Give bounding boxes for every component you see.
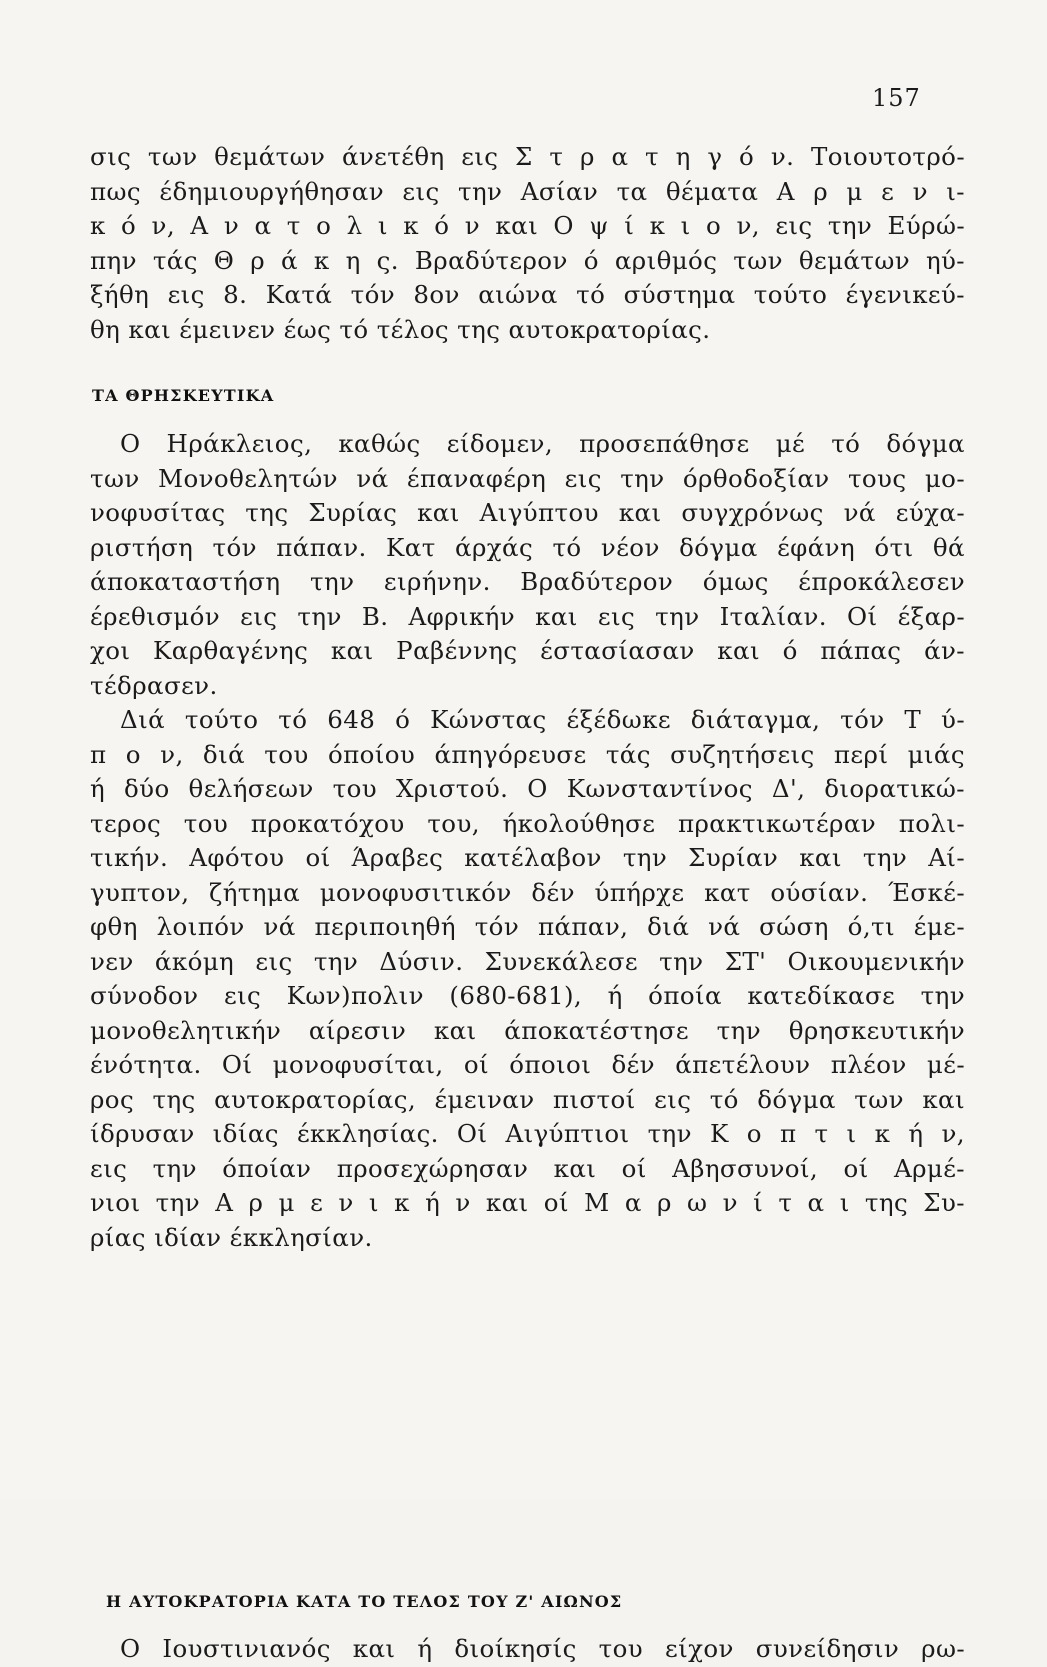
text-line: κ ό ν, Α ν α τ ο λ ι κ ό ν και Ο ψ ί κ ι ο ν, εις την Εύρώ- [90, 211, 965, 240]
paragraph-empire [90, 1632, 965, 1667]
section-heading-religious: ΤΑ ΘΡΗΣΚΕΥΤΙΚΑ [92, 386, 275, 405]
text-line: ή δύο θελήσεων του Χριστού. Ο Κωνσταντίνος Δ', διορατικώ- [90, 774, 965, 803]
text-line: θη και έμεινεν έως τό τέλος της αυτοκρατορίας. [90, 314, 711, 344]
text-line: τικήν. Αφότου οί Άραβες κατέλαβον την Συρίαν και την Αί- [90, 843, 965, 872]
text-line: νοφυσίτας της Συρίας και Αιγύπτου και συγχρόνως νά εύχα- [90, 498, 965, 527]
text-line: τερος του προκατόχου του, ήκολούθησε πρακτικωτέραν πολι- [90, 808, 965, 838]
text-line: άποκαταστήση την ειρήνην. Βραδύτερον όμως έπροκάλεσεν [90, 567, 965, 596]
text-line: Ο Ιουστινιανός και ή διοίκησίς του είχον συνείδησιν ρω- [120, 1634, 965, 1663]
text-line: γυπτον, ζήτημα μονοφυσιτικόν δέν ύπήρχε κατ ούσίαν. Έσκέ- [90, 877, 965, 907]
text-line: έρεθισμόν εις την Β. Αφρικήν και εις την Ιταλίαν. Οί έξαρ- [90, 601, 965, 631]
text-line: εις την όποίαν προσεχώρησαν και οί Αβησσυνοί, οί Αρμέ- [90, 1153, 965, 1183]
text-line: πην τάς Θ ρ ά κ η ς. Βραδύτερον ό αριθμός των θεμάτων ηύ- [90, 245, 965, 275]
text-line: ρίας ιδίαν έκκλησίαν. [90, 1222, 373, 1252]
paragraph-themes [90, 140, 965, 347]
text-line: τέδρασεν. [90, 670, 218, 700]
text-line: ίδρυσαν ιδίας έκκλησίας. Οί Αιγύπτιοι την Κ ο π τ ι κ ή ν, [90, 1119, 965, 1148]
section-heading-empire: Η ΑΥΤΟΚΡΑΤΟΡΙΑ ΚΑΤΑ ΤΟ ΤΕΛΟΣ ΤΟΥ Ζ' ΑΙΩΝΟΣ [106, 1592, 623, 1611]
paragraph-religious [90, 427, 965, 1255]
text-line: σύνοδον εις Κων)πολιν (680-681), ή όποία κατεδίκασε την [90, 981, 965, 1010]
text-line: μονοθελητικήν αίρεσιν και άποκατέστησε την θρησκευτικήν [90, 1015, 965, 1045]
text-line: ξήθη εις 8. Κατά τόν 8ον αιώνα τό σύστημα τούτο έγενικεύ- [90, 280, 965, 309]
text-line: πως έδημιουργήθησαν εις την Ασίαν τα θέματα Α ρ μ ε ν ι- [90, 176, 965, 206]
text-line: φθη λοιπόν νά περιποιηθή τόν πάπαν, διά νά σώση ό,τι έμε- [90, 912, 965, 941]
text-line: ρος της αυτοκρατορίας, έμειναν πιστοί εις τό δόγμα των και [90, 1084, 965, 1114]
text-line: ριστήση τόν πάπαν. Κατ άρχάς τό νέον δόγμα έφάνη ότι θά [90, 532, 965, 562]
text-line: σις των θεμάτων άνετέθη εις Σ τ ρ α τ η γ ό ν. Τοιουτοτρό- [90, 142, 965, 171]
text-line: χοι Καρθαγένης και Ραβέννης έστασίασαν και ό πάπας άν- [90, 636, 965, 665]
text-line: νεν άκόμη εις την Δύσιν. Συνεκάλεσε την ΣΤ' Οικουμενικήν [90, 946, 965, 976]
text-line: ένότητα. Οί μονοφυσίται, οί όποιοι δέν άπετέλουν πλέον μέ- [90, 1050, 965, 1079]
text-line: Ο Ηράκλειος, καθώς είδομεν, προσεπάθησε μέ τό δόγμα [120, 429, 965, 458]
page-number: 157 [872, 84, 921, 112]
text-line: νιοι την Α ρ μ ε ν ι κ ή ν και οί Μ α ρ ω ν ί τ α ι της Συ- [90, 1188, 965, 1217]
text-line: των Μονοθελητών νά έπαναφέρη εις την όρθοδοξίαν τους μο- [90, 463, 965, 493]
text-line: π ο ν, διά του όποίου άπηγόρευσε τάς συζητήσεις περί μιάς [90, 739, 965, 769]
text-line: Διά τούτο τό 648 ό Κώνστας έξέδωκε διάταγμα, τόν Τ ύ- [120, 705, 965, 734]
